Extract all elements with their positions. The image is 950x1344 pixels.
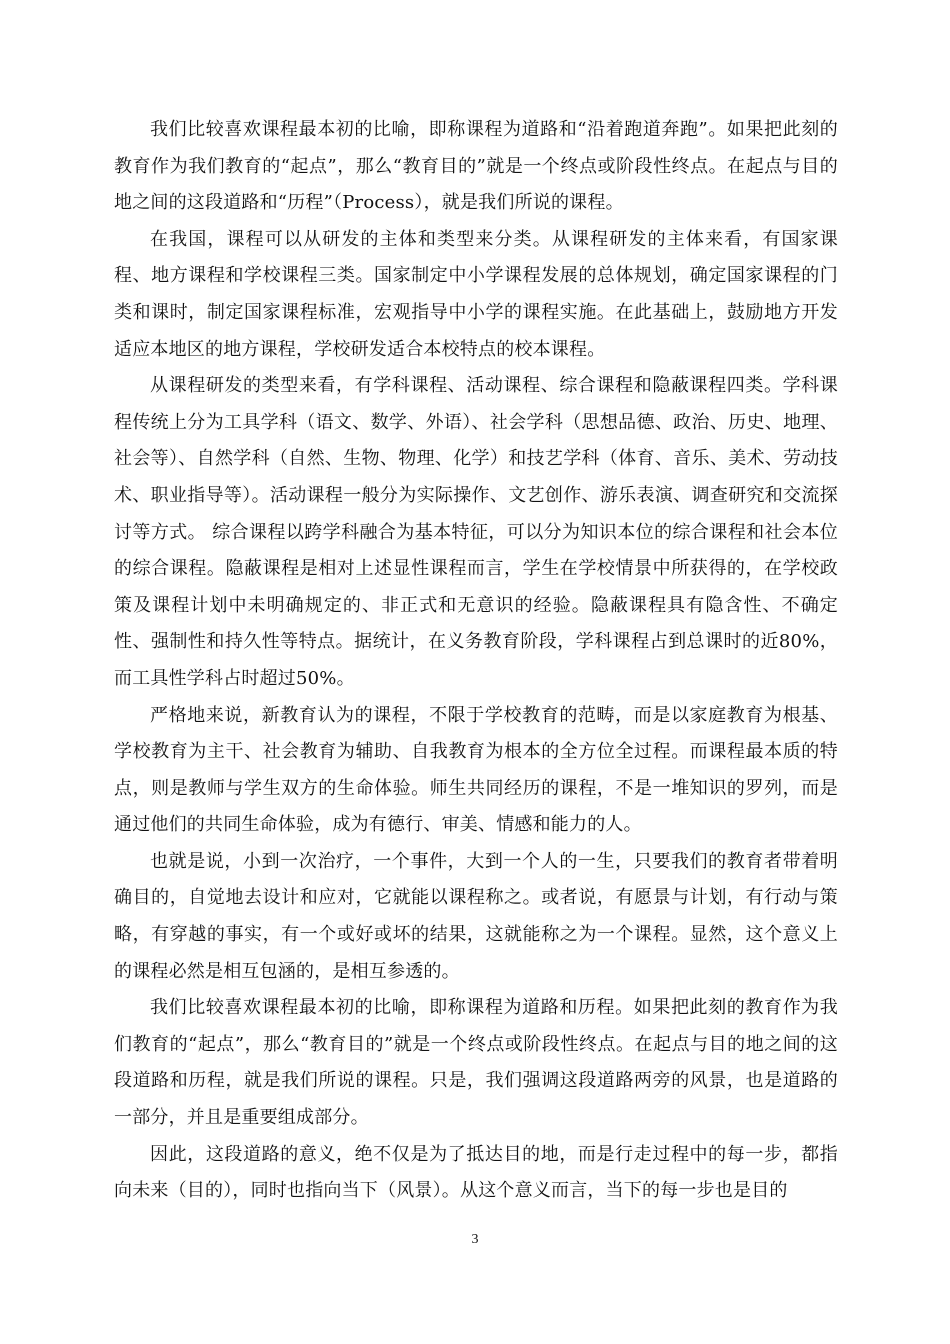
- paragraph-3: 从课程研发的类型来看，有学科课程、活动课程、综合课程和隐蔽课程四类。学科课程传统上分为工具学科（语文、数学、外语）、社会学科（思想品德、政治、历史、地理、社会等）、自然学科（自然、生物、物理、化学）和技艺学科（体育、音乐、美术、劳动技术、职业指导等）。活动课程一般分为实际操作、文艺创作、游乐表演、调查研究和交流探讨等方式。 综合课程以跨学科融合为基本特征，可以分为知识本位的综合课程和社会本位的综合课程。隐蔽课程是相对上述显性课程而言，学生在学校情景中所获得的，在学校政策及课程计划中未明确规定的、非正式和无意识的经验。隐蔽课程具有隐含性、不确定性、强制性和持久性等特点。据统计，在义务教育阶段，学科课程占到总课时的近80%，而工具性学科占时超过50%。: [114, 375, 838, 689]
- paragraph-1: 我们比较喜欢课程最本初的比喻，即称课程为道路和“沿着跑道奔跑”。如果把此刻的教育作为我们教育的“起点”，那么“教育目的”就是一个终点或阶段性终点。在起点与目的地之间的这段道路和“历程”（Process），就是我们所说的课程。: [114, 119, 838, 214]
- paragraph-7: 因此，这段道路的意义，绝不仅是为了抵达目的地，而是行走过程中的每一步，都指向未来（目的），同时也指向当下（风景）。从这个意义而言，当下的每一步也是目的: [114, 1143, 838, 1202]
- page-number: 3: [471, 1232, 479, 1247]
- document-body: [114, 112, 838, 1210]
- paragraph-6: 我们比较喜欢课程最本初的比喻，即称课程为道路和历程。如果把此刻的教育作为我们教育的“起点”，那么“教育目的”就是一个终点或阶段性终点。在起点与目的地之间的这段道路和历程，就是我们所说的课程。只是，我们强调这段道路两旁的风景，也是道路的一部分，并且是重要组成部分。: [114, 997, 838, 1129]
- paragraph-5: 也就是说，小到一次治疗，一个事件，大到一个人的一生，只要我们的教育者带着明确目的，自觉地去设计和应对，它就能以课程称之。或者说，有愿景与计划，有行动与策略，有穿越的事实，有一个或好或坏的结果，这就能称之为一个课程。显然，这个意义上的课程必然是相互包涵的，是相互参透的。: [114, 850, 838, 982]
- paragraph-4: 严格地来说，新教育认为的课程，不限于学校教育的范畴，而是以家庭教育为根基、学校教育为主干、社会教育为辅助、自我教育为根本的全方位全过程。而课程最本质的特点，则是教师与学生双方的生命体验。师生共同经历的课程，不是一堆知识的罗列，而是通过他们的共同生命体验，成为有德行、审美、情感和能力的人。: [114, 704, 838, 836]
- paragraph-2: 在我国，课程可以从研发的主体和类型来分类。从课程研发的主体来看，有国家课程、地方课程和学校课程三类。国家制定中小学课程发展的总体规划，确定国家课程的门类和课时，制定国家课程标准，宏观指导中小学的课程实施。在此基础上，鼓励地方开发适应本地区的地方课程，学校研发适合本校特点的校本课程。: [114, 228, 838, 360]
